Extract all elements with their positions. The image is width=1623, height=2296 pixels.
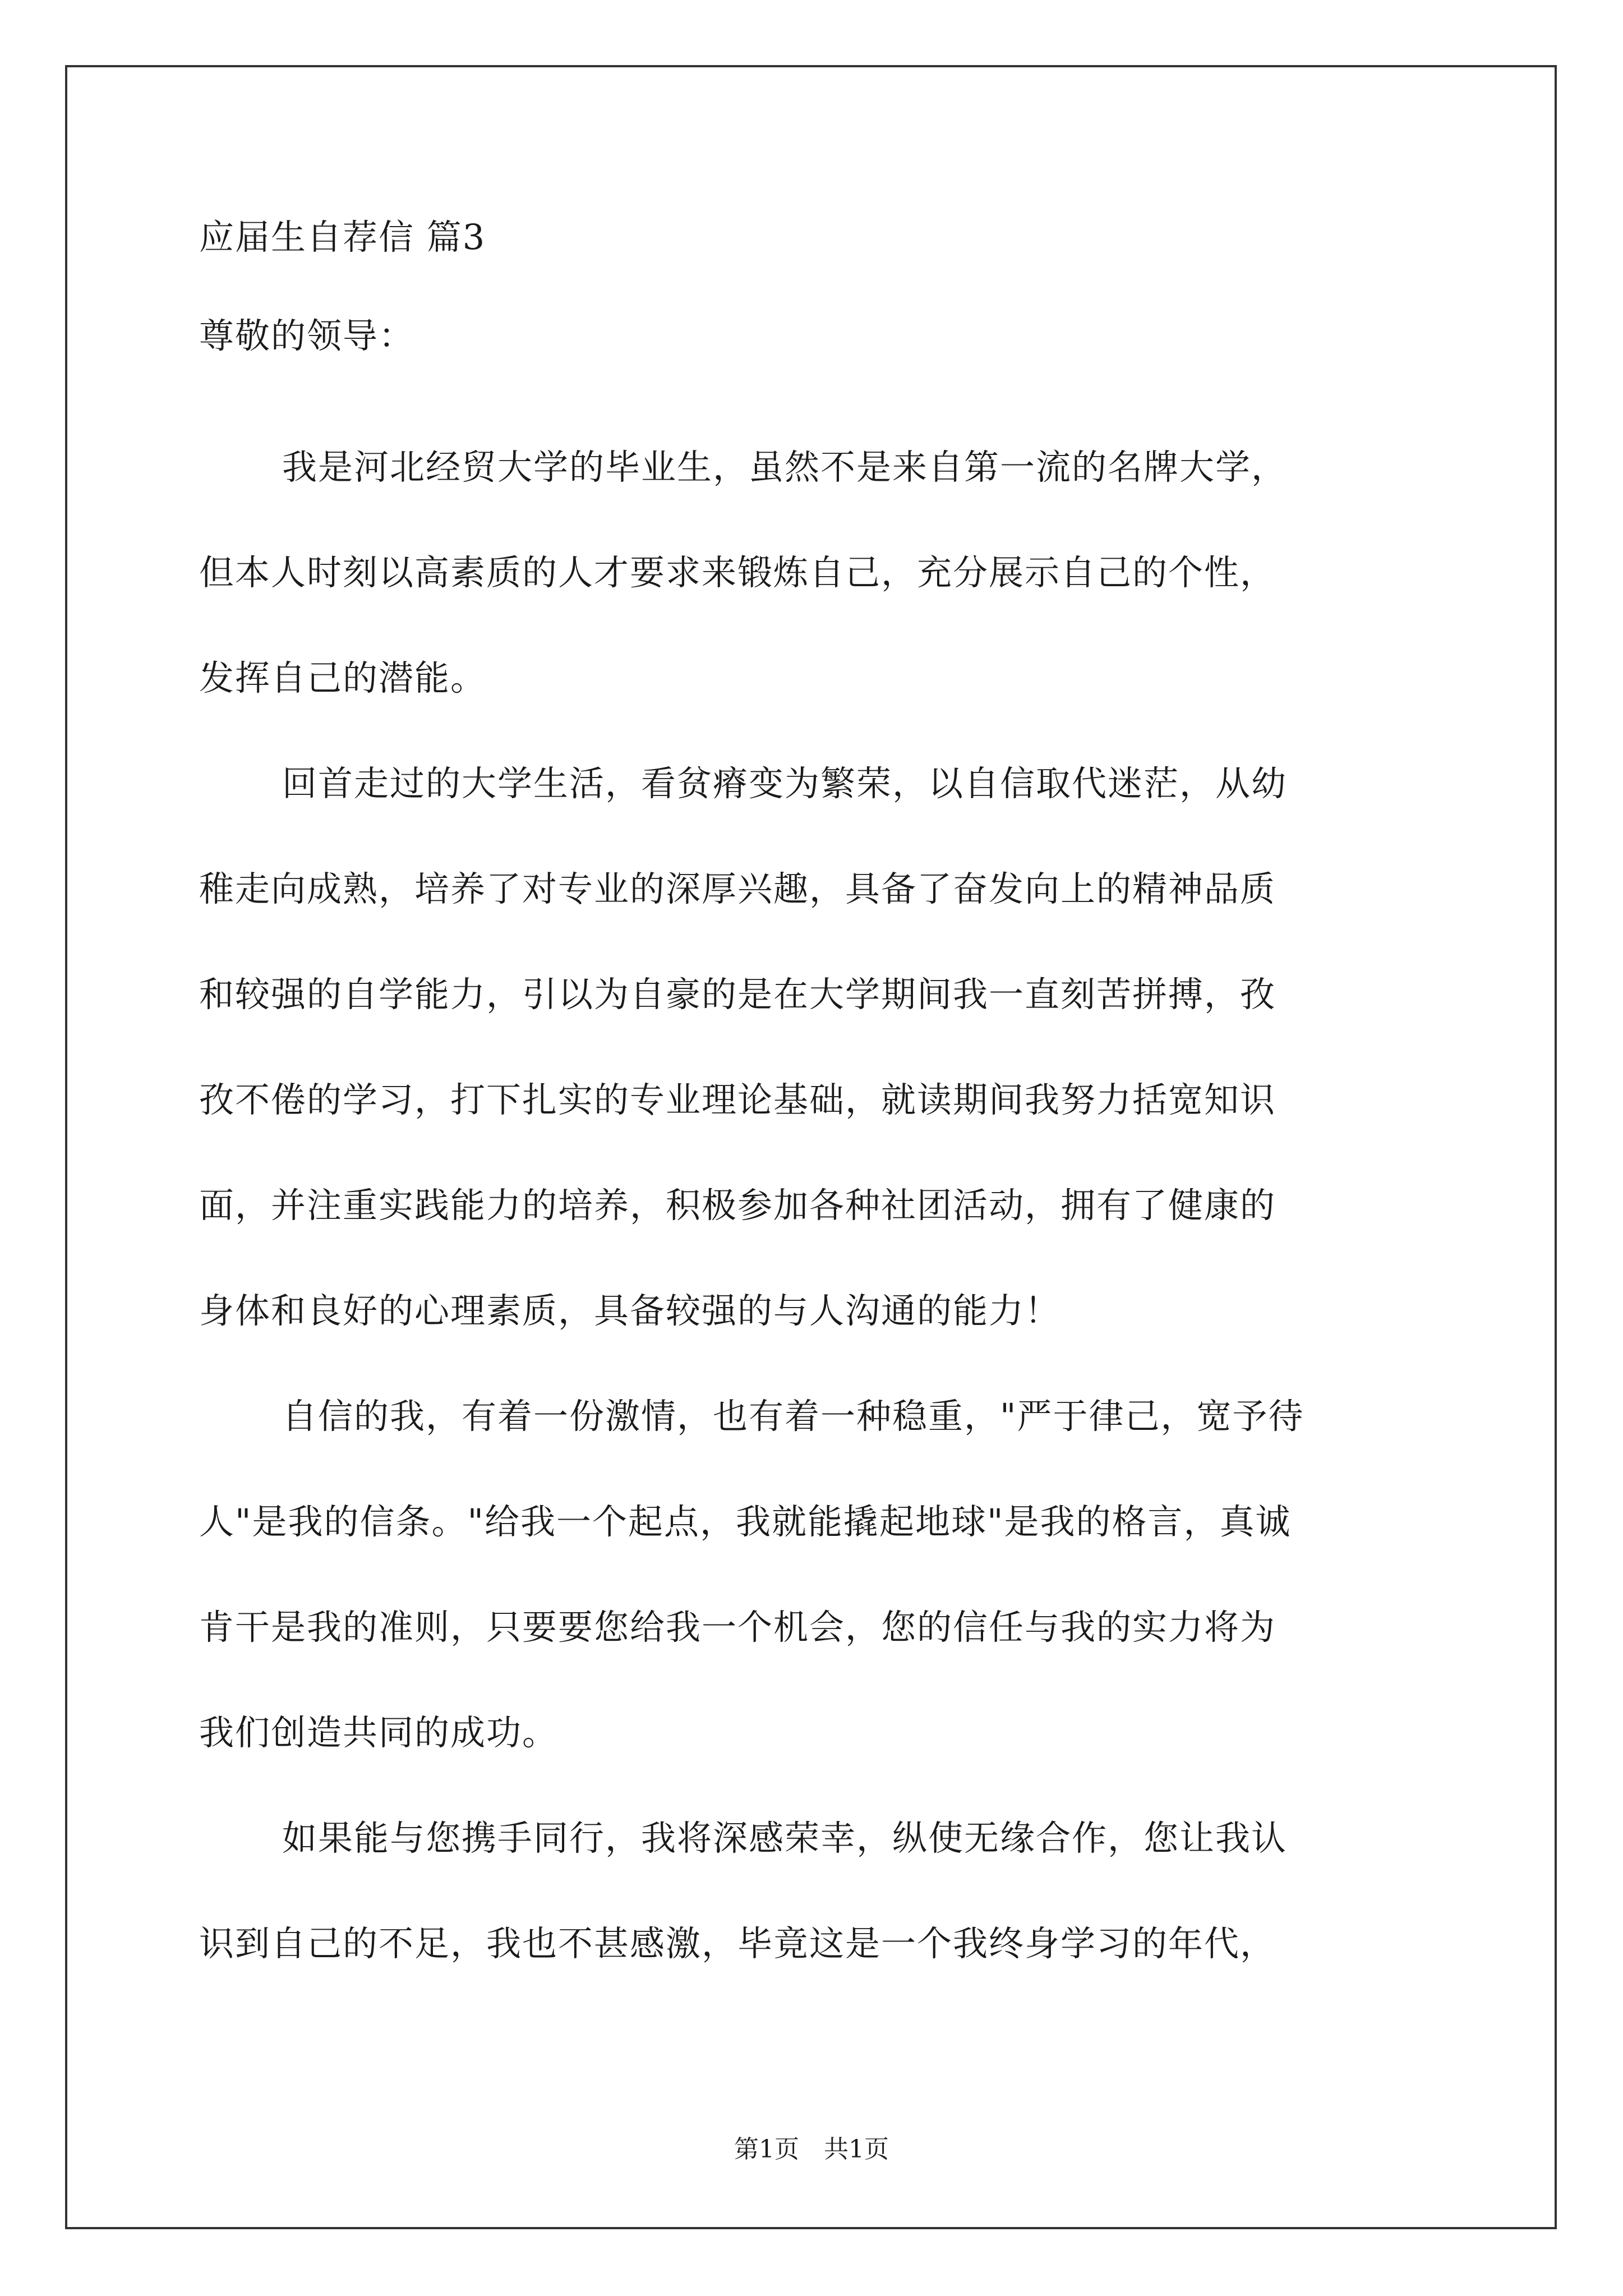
paragraph-line: 身体和良好的心理素质，具备较强的与人沟通的能力！ — [199, 1290, 1061, 1331]
paragraph-line: 但本人时刻以高素质的人才要求来锻炼自己，充分展示自己的个性， — [199, 552, 1276, 593]
paragraph-4 — [199, 1786, 1433, 1996]
document-body — [199, 210, 1433, 1996]
paragraph-line: 自信的我，有着一份激情，也有着一种稳重，"严于律己，宽予待 — [282, 1396, 1304, 1437]
paragraph-line: 孜不倦的学习，打下扎实的专业理论基础，就读期间我努力括宽知识 — [199, 1079, 1276, 1120]
paragraph-line: 如果能与您携手同行，我将深感荣幸，纵使无缘合作，您让我认 — [282, 1818, 1288, 1858]
paragraph-line: 人"是我的信条。"给我一个起点，我就能撬起地球"是我的格言，真诚 — [199, 1501, 1292, 1542]
paragraph-line: 我是河北经贸大学的毕业生，虽然不是来自第一流的名牌大学， — [282, 447, 1288, 487]
paragraph-line: 识到自己的不足，我也不甚感激，毕竟这是一个我终身学习的年代， — [199, 1923, 1276, 1964]
paragraph-line: 稚走向成熟，培养了对专业的深厚兴趣，具备了奋发向上的精神品质 — [199, 868, 1276, 909]
paragraph-line: 面，并注重实践能力的培养，积极参加各种社团活动，拥有了健康的 — [199, 1185, 1276, 1226]
paragraph-2 — [199, 731, 1433, 1364]
paragraph-line: 我们创造共同的成功。 — [199, 1712, 559, 1753]
paragraph-line: 回首走过的大学生活，看贫瘠变为繁荣，以自信取代迷茫，从幼 — [282, 763, 1288, 804]
document-title: 应届生自荐信 篇3 — [199, 217, 486, 257]
paragraph-3 — [199, 1364, 1433, 1786]
paragraph-line: 和较强的自学能力，引以为自豪的是在大学期间我一直刻苦拼搏，孜 — [199, 974, 1276, 1015]
paragraph-line: 肯干是我的准则，只要要您给我一个机会，您的信任与我的实力将为 — [199, 1607, 1276, 1648]
paragraph-1 — [199, 415, 1433, 731]
salutation: 尊敬的领导： — [199, 315, 415, 356]
paragraph-line: 发挥自己的潜能。 — [199, 657, 487, 698]
page-footer: 第1页 共1页 — [734, 2135, 889, 2164]
